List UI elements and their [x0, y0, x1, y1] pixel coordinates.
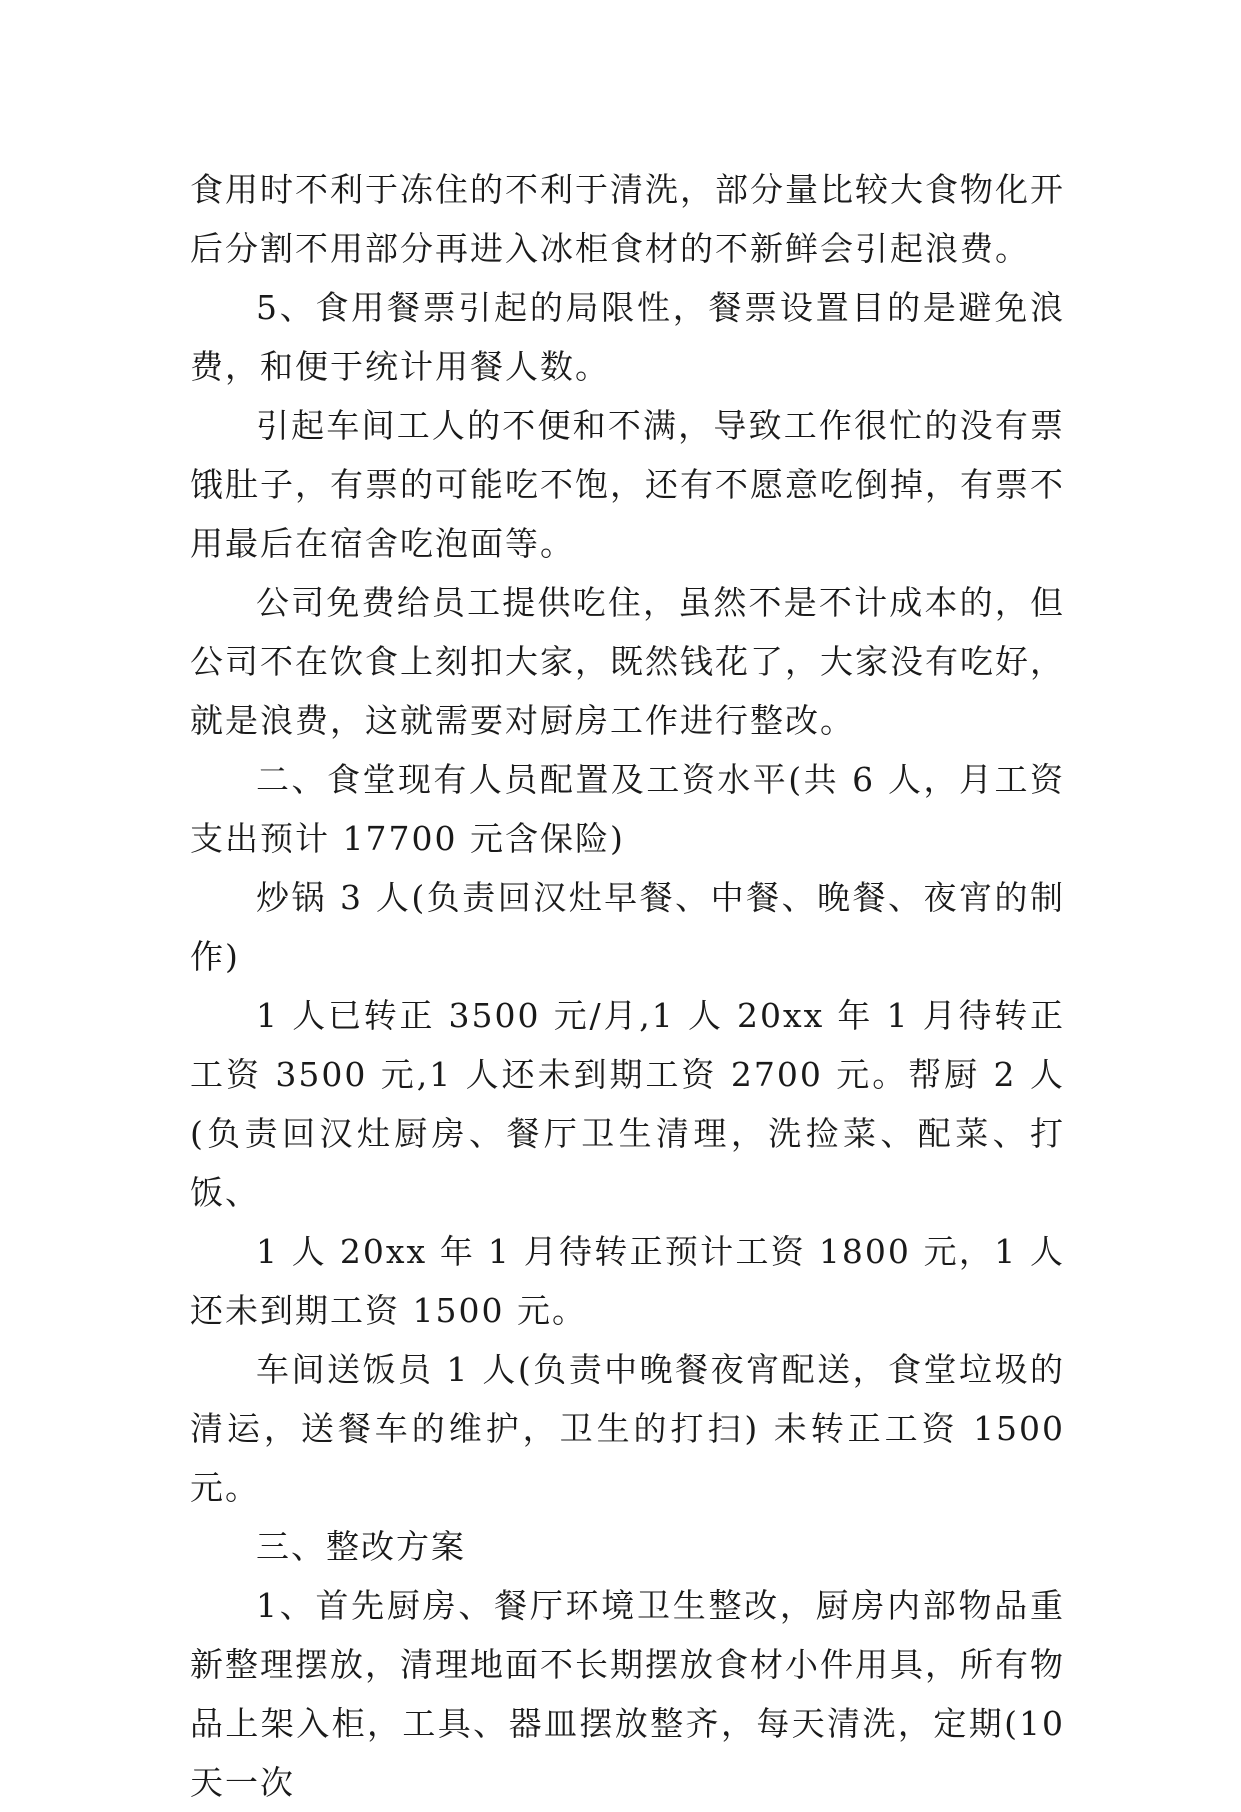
section-heading-3: 三、整改方案: [256, 1527, 466, 1566]
paragraph-1: 食用时不利于冻住的不利于清洗，部分量比较大食物化开后分割不用部分再进入冰柜食材的不新鲜会引起浪费。: [190, 170, 1065, 268]
paragraph-7: 1 人已转正 3500 元/月,1 人 20xx 年 1 月待转正工资 3500 元,1 人还未到期工资 2700 元。帮厨 2 人(负责回汉灶厨房、餐厅卫生清理，洗捡菜、配菜、打饭、: [190, 996, 1065, 1212]
paragraph-2: 5、食用餐票引起的局限性，餐票设置目的是避免浪费，和便于统计用餐人数。: [190, 288, 1065, 386]
document-body: [190, 160, 1065, 1812]
paragraph-9: 车间送饭员 1 人(负责中晚餐夜宵配送，食堂垃圾的清运，送餐车的维护，卫生的打扫) 未转正工资 1500 元。: [190, 1350, 1065, 1507]
paragraph-8: 1 人 20xx 年 1 月待转正预计工资 1800 元，1 人还未到期工资 1500 元。: [190, 1232, 1065, 1330]
paragraph-6: 炒锅 3 人(负责回汉灶早餐、中餐、晚餐、夜宵的制作): [190, 878, 1065, 976]
paragraph-4: 公司免费给员工提供吃住，虽然不是不计成本的，但公司不在饮食上刻扣大家，既然钱花了，大家没有吃好，就是浪费，这就需要对厨房工作进行整改。: [190, 583, 1065, 740]
paragraph-11: 1、首先厨房、餐厅环境卫生整改，厨房内部物品重新整理摆放，清理地面不长期摆放食材小件用具，所有物品上架入柜，工具、器皿摆放整齐，每天清洗，定期(10 天一次: [190, 1586, 1065, 1802]
section-heading-2: 二、食堂现有人员配置及工资水平(共 6 人，月工资支出预计 17700 元含保险): [190, 760, 1065, 858]
paragraph-3: 引起车间工人的不便和不满，导致工作很忙的没有票饿肚子，有票的可能吃不饱，还有不愿意吃倒掉，有票不用最后在宿舍吃泡面等。: [190, 406, 1065, 563]
